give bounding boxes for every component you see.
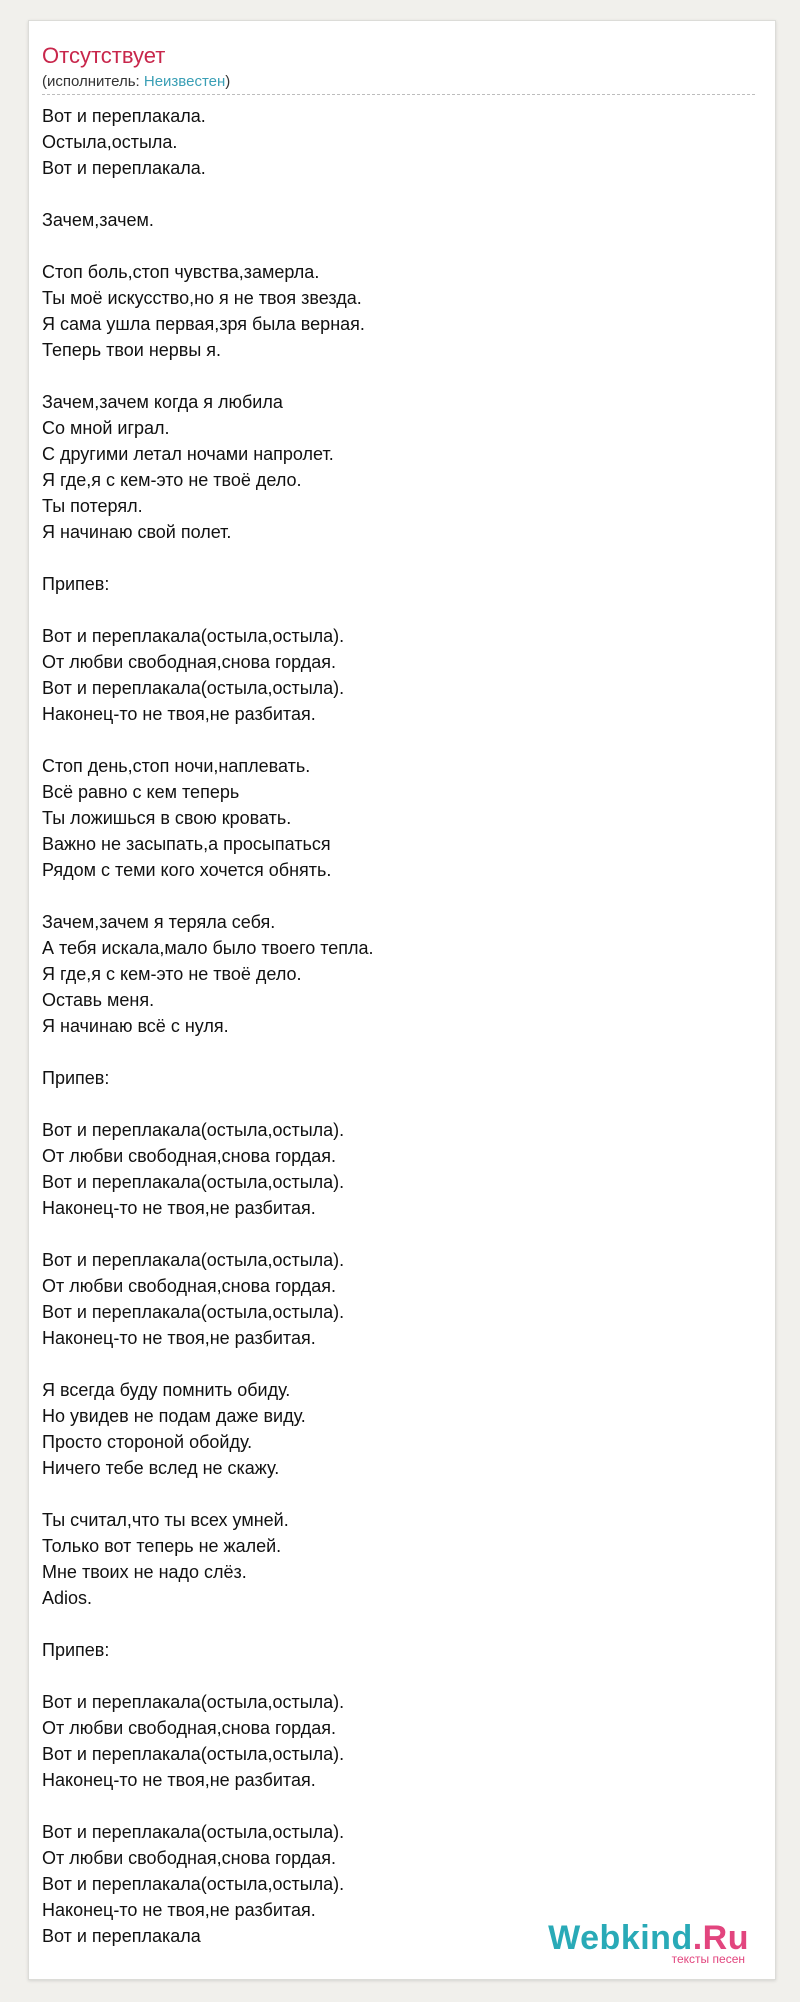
lyric-line: Ты моё искусство,но я не твоя звезда. (42, 288, 362, 308)
lyric-line: Наконец-то не твоя,не разбитая. (42, 1198, 316, 1218)
lyric-line (42, 1663, 742, 1689)
lyric-line: Adios. (42, 1588, 93, 1608)
lyric-line: С другими летал ночами напролет. (42, 444, 334, 464)
lyric-line: Со мной играл. (42, 418, 170, 438)
lyric-line: Стоп день,стоп ночи,наплевать. (42, 756, 311, 776)
artist-link[interactable]: Неизвестен (143, 73, 226, 90)
lyric-line (42, 1611, 742, 1637)
lyric-line: Я начинаю свой полет. (42, 522, 232, 542)
lyric-line: Вот и переплакала(остыла,остыла). (42, 678, 345, 698)
lyric-line: Вот и переплакала. (42, 158, 206, 178)
lyric-line: Зачем,зачем когда я любила (42, 392, 283, 412)
lyric-line: Теперь твои нервы я. (42, 340, 222, 360)
song-title[interactable]: Отсутствует (42, 43, 166, 68)
lyric-line (42, 1351, 742, 1377)
lyric-line: Всё равно с кем теперь (42, 782, 240, 802)
lyric-line: От любви свободная,снова гордая. (42, 1146, 337, 1166)
lyric-line: Вот и переплакала(остыла,остыла). (42, 1822, 345, 1842)
lyric-line: Важно не засыпать,а просыпаться (42, 834, 331, 854)
lyric-line: Ты ложишься в свою кровать. (42, 808, 292, 828)
lyric-line: Наконец-то не твоя,не разбитая. (42, 704, 316, 724)
lyric-line: Просто стороной обойду. (42, 1432, 253, 1452)
logo-brand: Webkind (548, 1919, 693, 1957)
lyric-line: Но увидев не подам даже виду. (42, 1406, 306, 1426)
lyric-line: Зачем,зачем я теряла себя. (42, 912, 276, 932)
lyric-line (42, 233, 742, 259)
lyric-line (42, 727, 742, 753)
lyric-line: Стоп боль,стоп чувства,замерла. (42, 262, 320, 282)
lyrics-card (28, 20, 776, 1980)
lyric-line: Вот и переплакала(остыла,остыла). (42, 1744, 345, 1764)
lyric-line: От любви свободная,снова гордая. (42, 652, 337, 672)
artist-prefix: (исполнитель: (42, 73, 144, 90)
lyric-line: Вот и переплакала(остыла,остыла). (42, 626, 345, 646)
lyric-line: От любви свободная,снова гордая. (42, 1276, 337, 1296)
lyric-line: Только вот теперь не жалей. (42, 1536, 282, 1556)
lyric-line: Я начинаю всё с нуля. (42, 1016, 229, 1036)
lyric-line (42, 597, 742, 623)
logo-domain: .Ru (692, 1919, 749, 1957)
lyric-line: Рядом с теми кого хочется обнять. (42, 860, 332, 880)
lyric-line: Мне твоих не надо слёз. (42, 1562, 247, 1582)
lyric-line: Ничего тебе вслед не скажу. (42, 1458, 280, 1478)
artist-line (42, 73, 230, 91)
lyric-line: Зачем,зачем. (42, 210, 154, 230)
lyric-line (42, 363, 742, 389)
lyric-line: Ты потерял. (42, 496, 143, 516)
lyric-line (42, 545, 742, 571)
lyric-line: Ты считал,что ты всех умней. (42, 1510, 289, 1530)
site-logo[interactable] (548, 1921, 749, 1965)
lyric-line: Вот и переплакала(остыла,остыла). (42, 1172, 345, 1192)
lyric-line (42, 1481, 742, 1507)
lyric-line (42, 181, 742, 207)
lyric-line: Я где,я с кем-это не твоё дело. (42, 470, 302, 490)
lyric-line: Наконец-то не твоя,не разбитая. (42, 1770, 316, 1790)
lyric-line (42, 1039, 742, 1065)
logo-tagline: тексты песен (671, 1952, 745, 1966)
lyric-line (42, 1793, 742, 1819)
lyric-line: Вот и переплакала(остыла,остыла). (42, 1120, 345, 1140)
lyric-line: От любви свободная,снова гордая. (42, 1718, 337, 1738)
lyric-line: Припев: (42, 1640, 110, 1660)
lyric-line: Припев: (42, 574, 110, 594)
lyric-line (42, 1091, 742, 1117)
lyric-line: Я сама ушла первая,зря была верная. (42, 314, 365, 334)
lyric-line: Наконец-то не твоя,не разбитая. (42, 1900, 316, 1920)
lyric-line: Вот и переплакала. (42, 106, 206, 126)
logo-wordmark (548, 1921, 749, 1955)
lyric-line: Остыла,остыла. (42, 132, 178, 152)
lyric-line (42, 1221, 742, 1247)
lyric-line: От любви свободная,снова гордая. (42, 1848, 337, 1868)
lyric-line: Наконец-то не твоя,не разбитая. (42, 1328, 316, 1348)
lyric-line (42, 883, 742, 909)
title-divider (42, 94, 755, 95)
lyric-line: Вот и переплакала(остыла,остыла). (42, 1874, 345, 1894)
lyric-line: Оставь меня. (42, 990, 155, 1010)
lyric-line: Вот и переплакала(остыла,остыла). (42, 1692, 345, 1712)
artist-suffix: ) (225, 73, 231, 90)
lyric-line: А тебя искала,мало было твоего тепла. (42, 938, 374, 958)
lyric-line: Вот и переплакала(остыла,остыла). (42, 1302, 345, 1322)
lyric-line: Я где,я с кем-это не твоё дело. (42, 964, 302, 984)
lyrics-text (42, 103, 742, 1949)
lyric-line: Вот и переплакала(остыла,остыла). (42, 1250, 345, 1270)
lyric-line: Припев: (42, 1068, 110, 1088)
lyric-line: Я всегда буду помнить обиду. (42, 1380, 291, 1400)
lyric-line: Вот и переплакала (42, 1926, 201, 1946)
